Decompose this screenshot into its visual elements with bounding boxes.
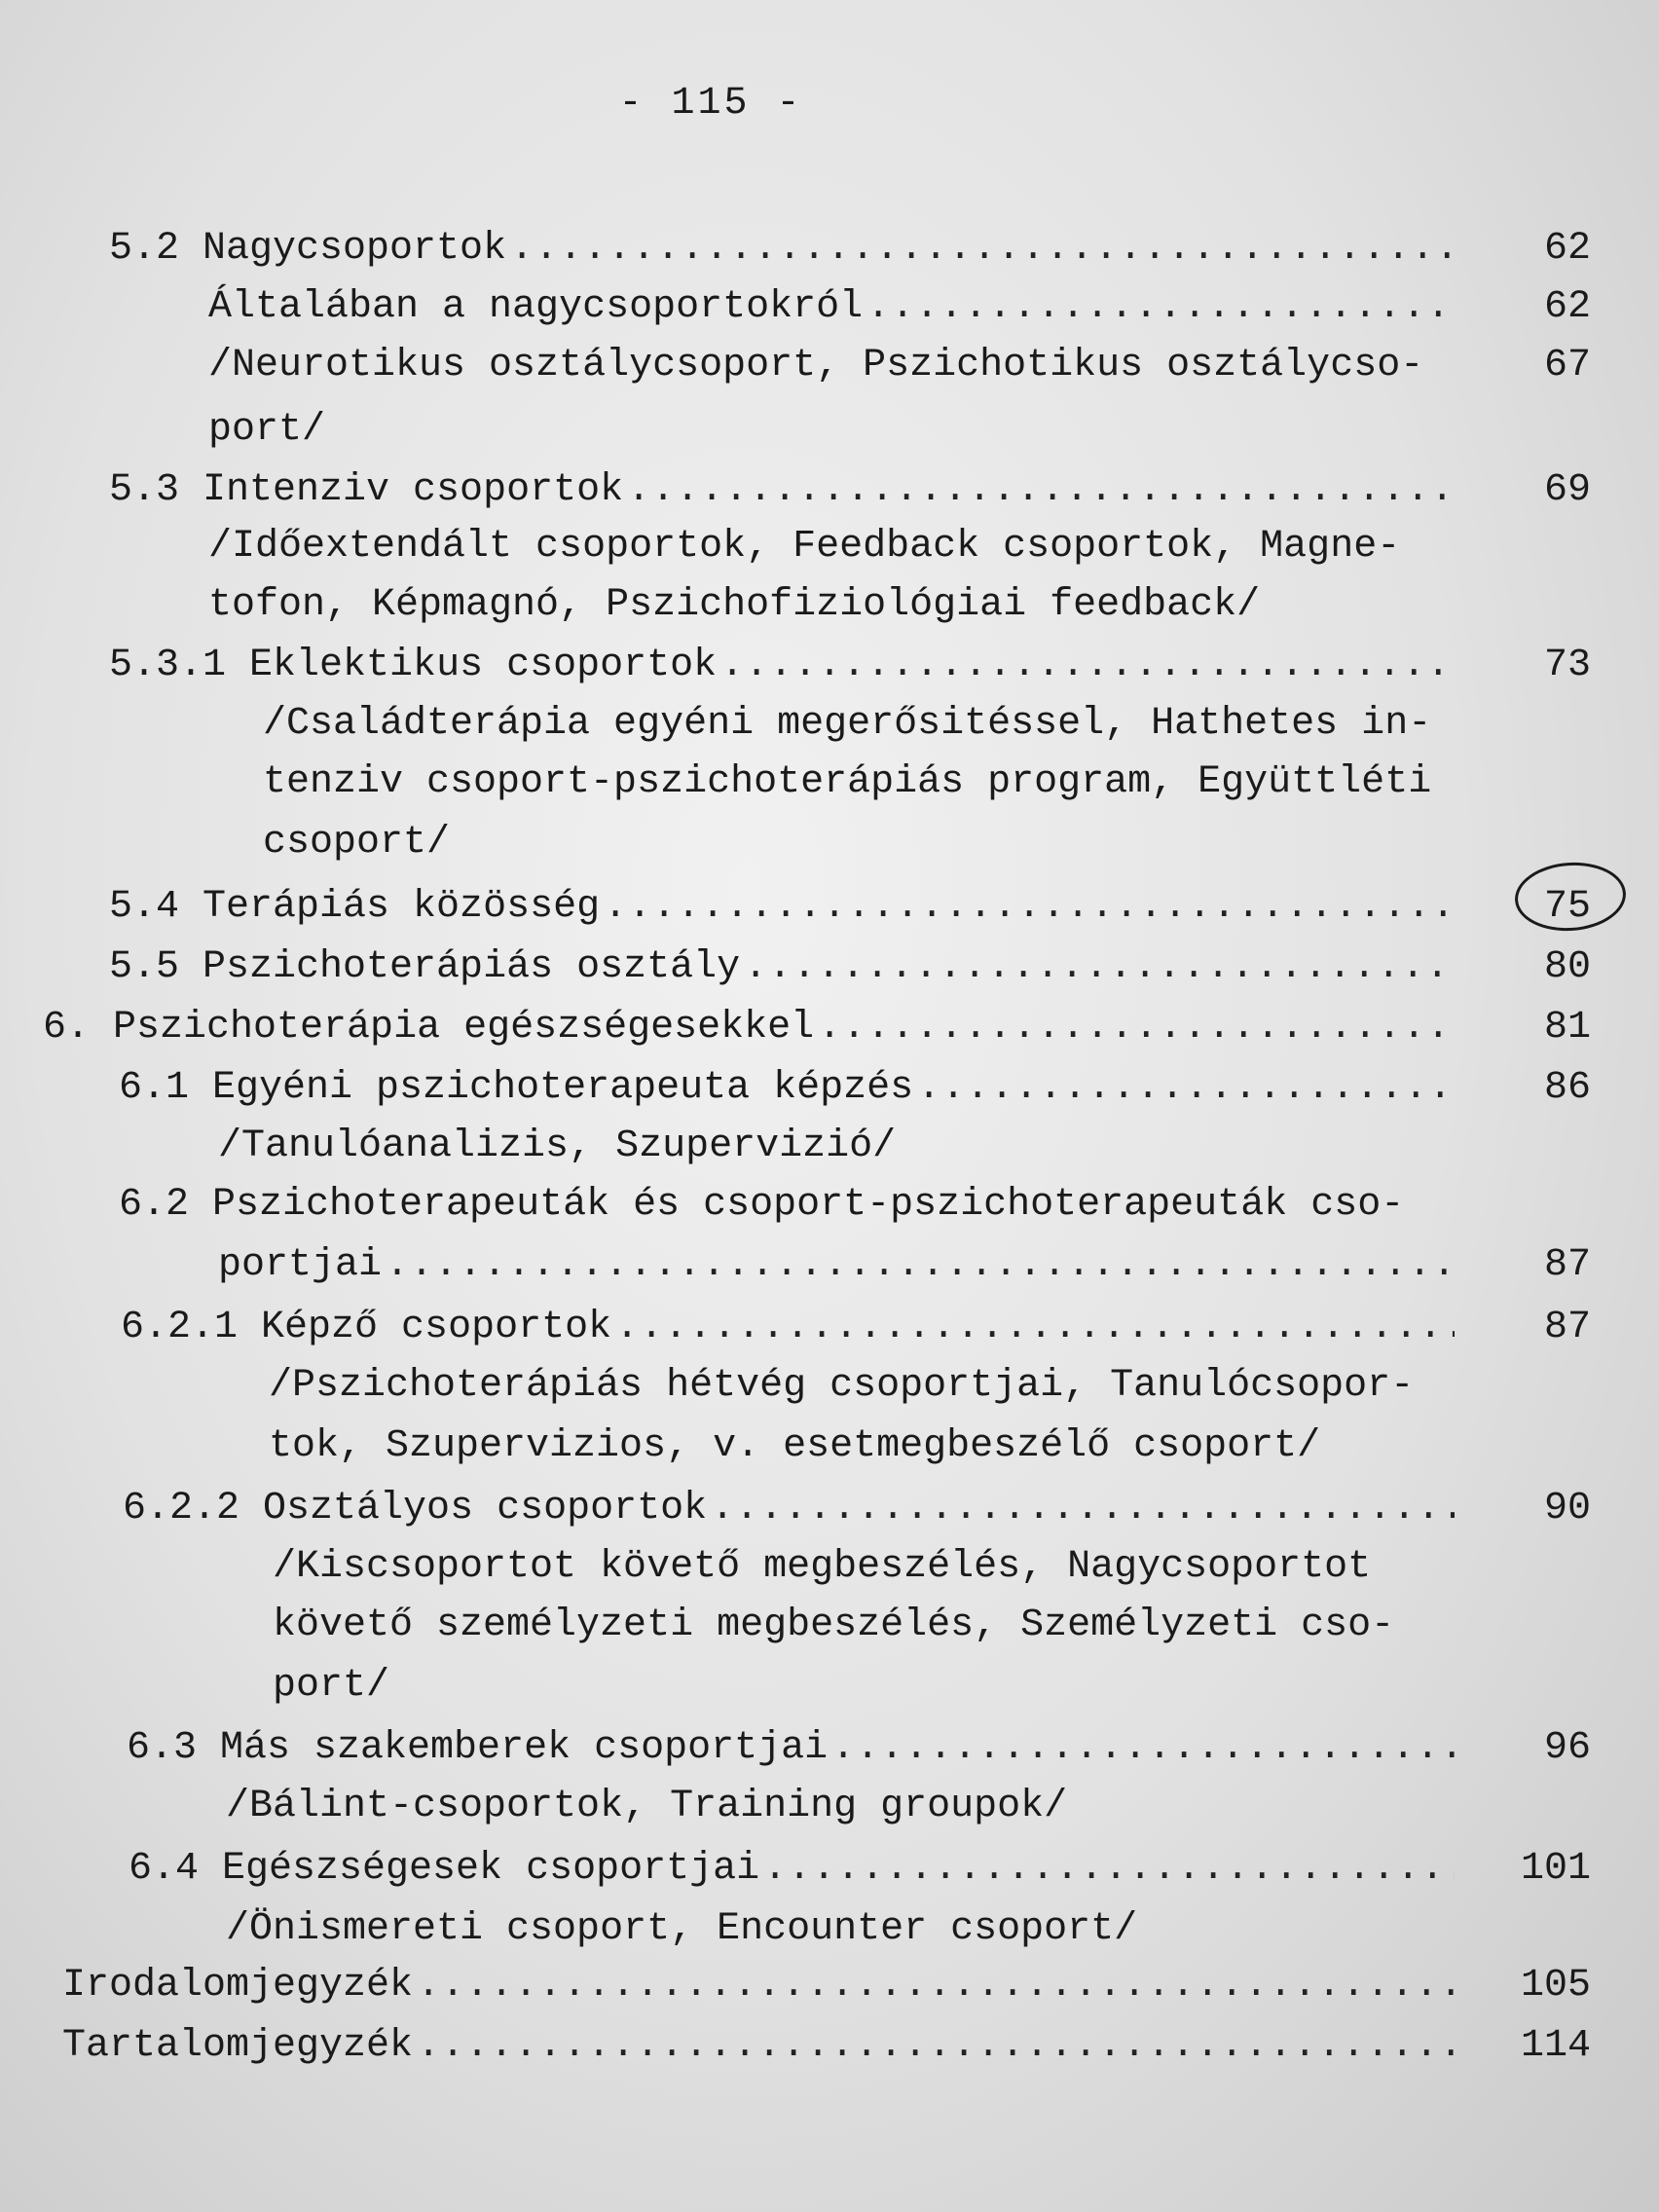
section-number: 5.3.1 (109, 644, 227, 687)
section-subtopics: /Önismereti csoport, Encounter csoport/ (226, 1907, 1138, 1951)
section-subtopics: /Neurotikus osztálycsoport, Pszichotikus osztálycso- (208, 344, 1424, 387)
page-ref: 62 (1543, 227, 1591, 271)
section-number: 6.3 (127, 1726, 198, 1770)
dot-leader (720, 637, 1455, 695)
toc-entry (43, 999, 1659, 1057)
page-ref: 87 (1543, 1306, 1591, 1349)
toc-entry (109, 878, 1659, 937)
section-subtopics: port/ (273, 1664, 390, 1708)
dot-leader (866, 278, 1455, 337)
page-ref: 86 (1543, 1066, 1591, 1110)
dot-leader (386, 1236, 1455, 1295)
section-title: Pszichoterápia egészségesekkel (113, 1006, 815, 1050)
page-ref: 69 (1543, 468, 1591, 512)
toc-entry (218, 1236, 1659, 1295)
section-title: Pszichoterapeuták és csoport-pszichoterapeuták cso- (212, 1183, 1405, 1227)
page-ref: 75 (1543, 885, 1591, 929)
page-ref: 80 (1543, 945, 1591, 989)
section-title: Irodalomjegyzék (62, 1964, 414, 2008)
section-number: 6.2.2 (123, 1487, 240, 1530)
section-subtopics: követő személyzeti megbeszélés, Személyzeti cso- (273, 1604, 1395, 1647)
section-subtopics: /Pszichoterápiás hétvég csoportjai, Tanulócsopor- (269, 1364, 1415, 1408)
section-title: Általában a nagycsoportokról (208, 285, 864, 329)
dot-leader (763, 1840, 1455, 1899)
toc-entry (109, 939, 1659, 997)
toc-entry (127, 1719, 1659, 1778)
section-title: Képző csoportok (261, 1306, 612, 1349)
section-number: 5.5 (109, 945, 180, 989)
section-subtopics: /Családterápia egyéni megerősitéssel, Hathetes in- (263, 702, 1432, 746)
toc-entry (129, 1840, 1659, 1899)
page-ref: 90 (1543, 1487, 1591, 1530)
toc-entry (62, 2017, 1659, 2076)
toc-entry (119, 1059, 1659, 1118)
section-number: 6.4 (129, 1847, 200, 1891)
dot-leader (917, 1059, 1455, 1118)
toc-entry (123, 1480, 1659, 1538)
dot-leader (417, 1957, 1455, 2015)
page-ref: 101 (1520, 1847, 1591, 1891)
toc-entry (109, 461, 1659, 520)
section-title: portjai (218, 1243, 383, 1287)
section-title: Egyéni pszichoterapeuta képzés (212, 1066, 914, 1110)
toc-entry (119, 1176, 1659, 1235)
section-number: 6.2 (119, 1183, 190, 1227)
section-number: 6.1 (119, 1066, 190, 1110)
section-number: 5.2 (109, 227, 180, 271)
section-number: 6. (43, 1006, 91, 1050)
page-ref: 81 (1543, 1006, 1591, 1050)
page-ref: 73 (1543, 644, 1591, 687)
section-number: 5.4 (109, 885, 180, 929)
page-ref: 96 (1543, 1726, 1591, 1770)
page-ref: 67 (1543, 344, 1591, 387)
dot-leader (417, 2017, 1455, 2076)
dot-leader (818, 999, 1455, 1057)
section-subtopics: tok, Szupervizios, v. esetmegbeszélő csoport/ (269, 1424, 1321, 1468)
section-title: Pszichoterápiás osztály (203, 945, 741, 989)
section-subtopics: csoport/ (263, 821, 451, 865)
dot-leader (627, 461, 1455, 520)
section-title: Tartalomjegyzék (62, 2024, 414, 2068)
toc-entry (62, 1957, 1659, 2015)
section-title: Terápiás közösség (203, 885, 601, 929)
dot-leader (744, 939, 1455, 997)
dot-leader (831, 1719, 1455, 1778)
dot-leader (615, 1299, 1455, 1357)
section-subtopics: tofon, Képmagnó, Pszichofiziológiai feedback/ (208, 583, 1261, 627)
watermark (0, 2193, 389, 2212)
page-ref: 87 (1543, 1243, 1591, 1287)
page-ref: 62 (1543, 285, 1591, 329)
section-subtopics: /Bálint-csoportok, Training groupok/ (226, 1785, 1068, 1828)
section-number: 5.3 (109, 468, 180, 512)
section-title: Intenziv csoportok (203, 468, 624, 512)
section-title: Eklektikus csoportok (249, 644, 718, 687)
page-ref: 114 (1520, 2024, 1591, 2068)
section-subtopics: tenziv csoport-pszichoterápiás program, Együttléti (263, 760, 1432, 804)
section-subtopics: /Időextendált csoportok, Feedback csoportok, Magne- (208, 525, 1401, 569)
section-subtopics: /Tanulóanalizis, Szupervizió/ (218, 1124, 897, 1168)
toc-entry (109, 220, 1659, 278)
section-title: Nagycsoportok (203, 227, 507, 271)
section-title: Osztályos csoportok (263, 1487, 708, 1530)
section-subtopics: /Kiscsoportot követő megbeszélés, Nagycsoportot (273, 1545, 1372, 1589)
page-number: - 115 - (618, 82, 803, 126)
section-title: Más szakemberek csoportjai (220, 1726, 829, 1770)
page-ref: 105 (1520, 1964, 1591, 2008)
section-title: Egészségesek csoportjai (222, 1847, 760, 1891)
dot-leader (711, 1480, 1455, 1538)
dot-leader (604, 878, 1455, 937)
toc-entry (121, 1299, 1659, 1357)
section-subtopics: port/ (208, 408, 326, 452)
section-number: 6.2.1 (121, 1306, 239, 1349)
toc-entry (109, 637, 1659, 695)
toc-entry (208, 278, 1659, 337)
toc-entry (208, 337, 1659, 395)
dot-leader (510, 220, 1455, 278)
